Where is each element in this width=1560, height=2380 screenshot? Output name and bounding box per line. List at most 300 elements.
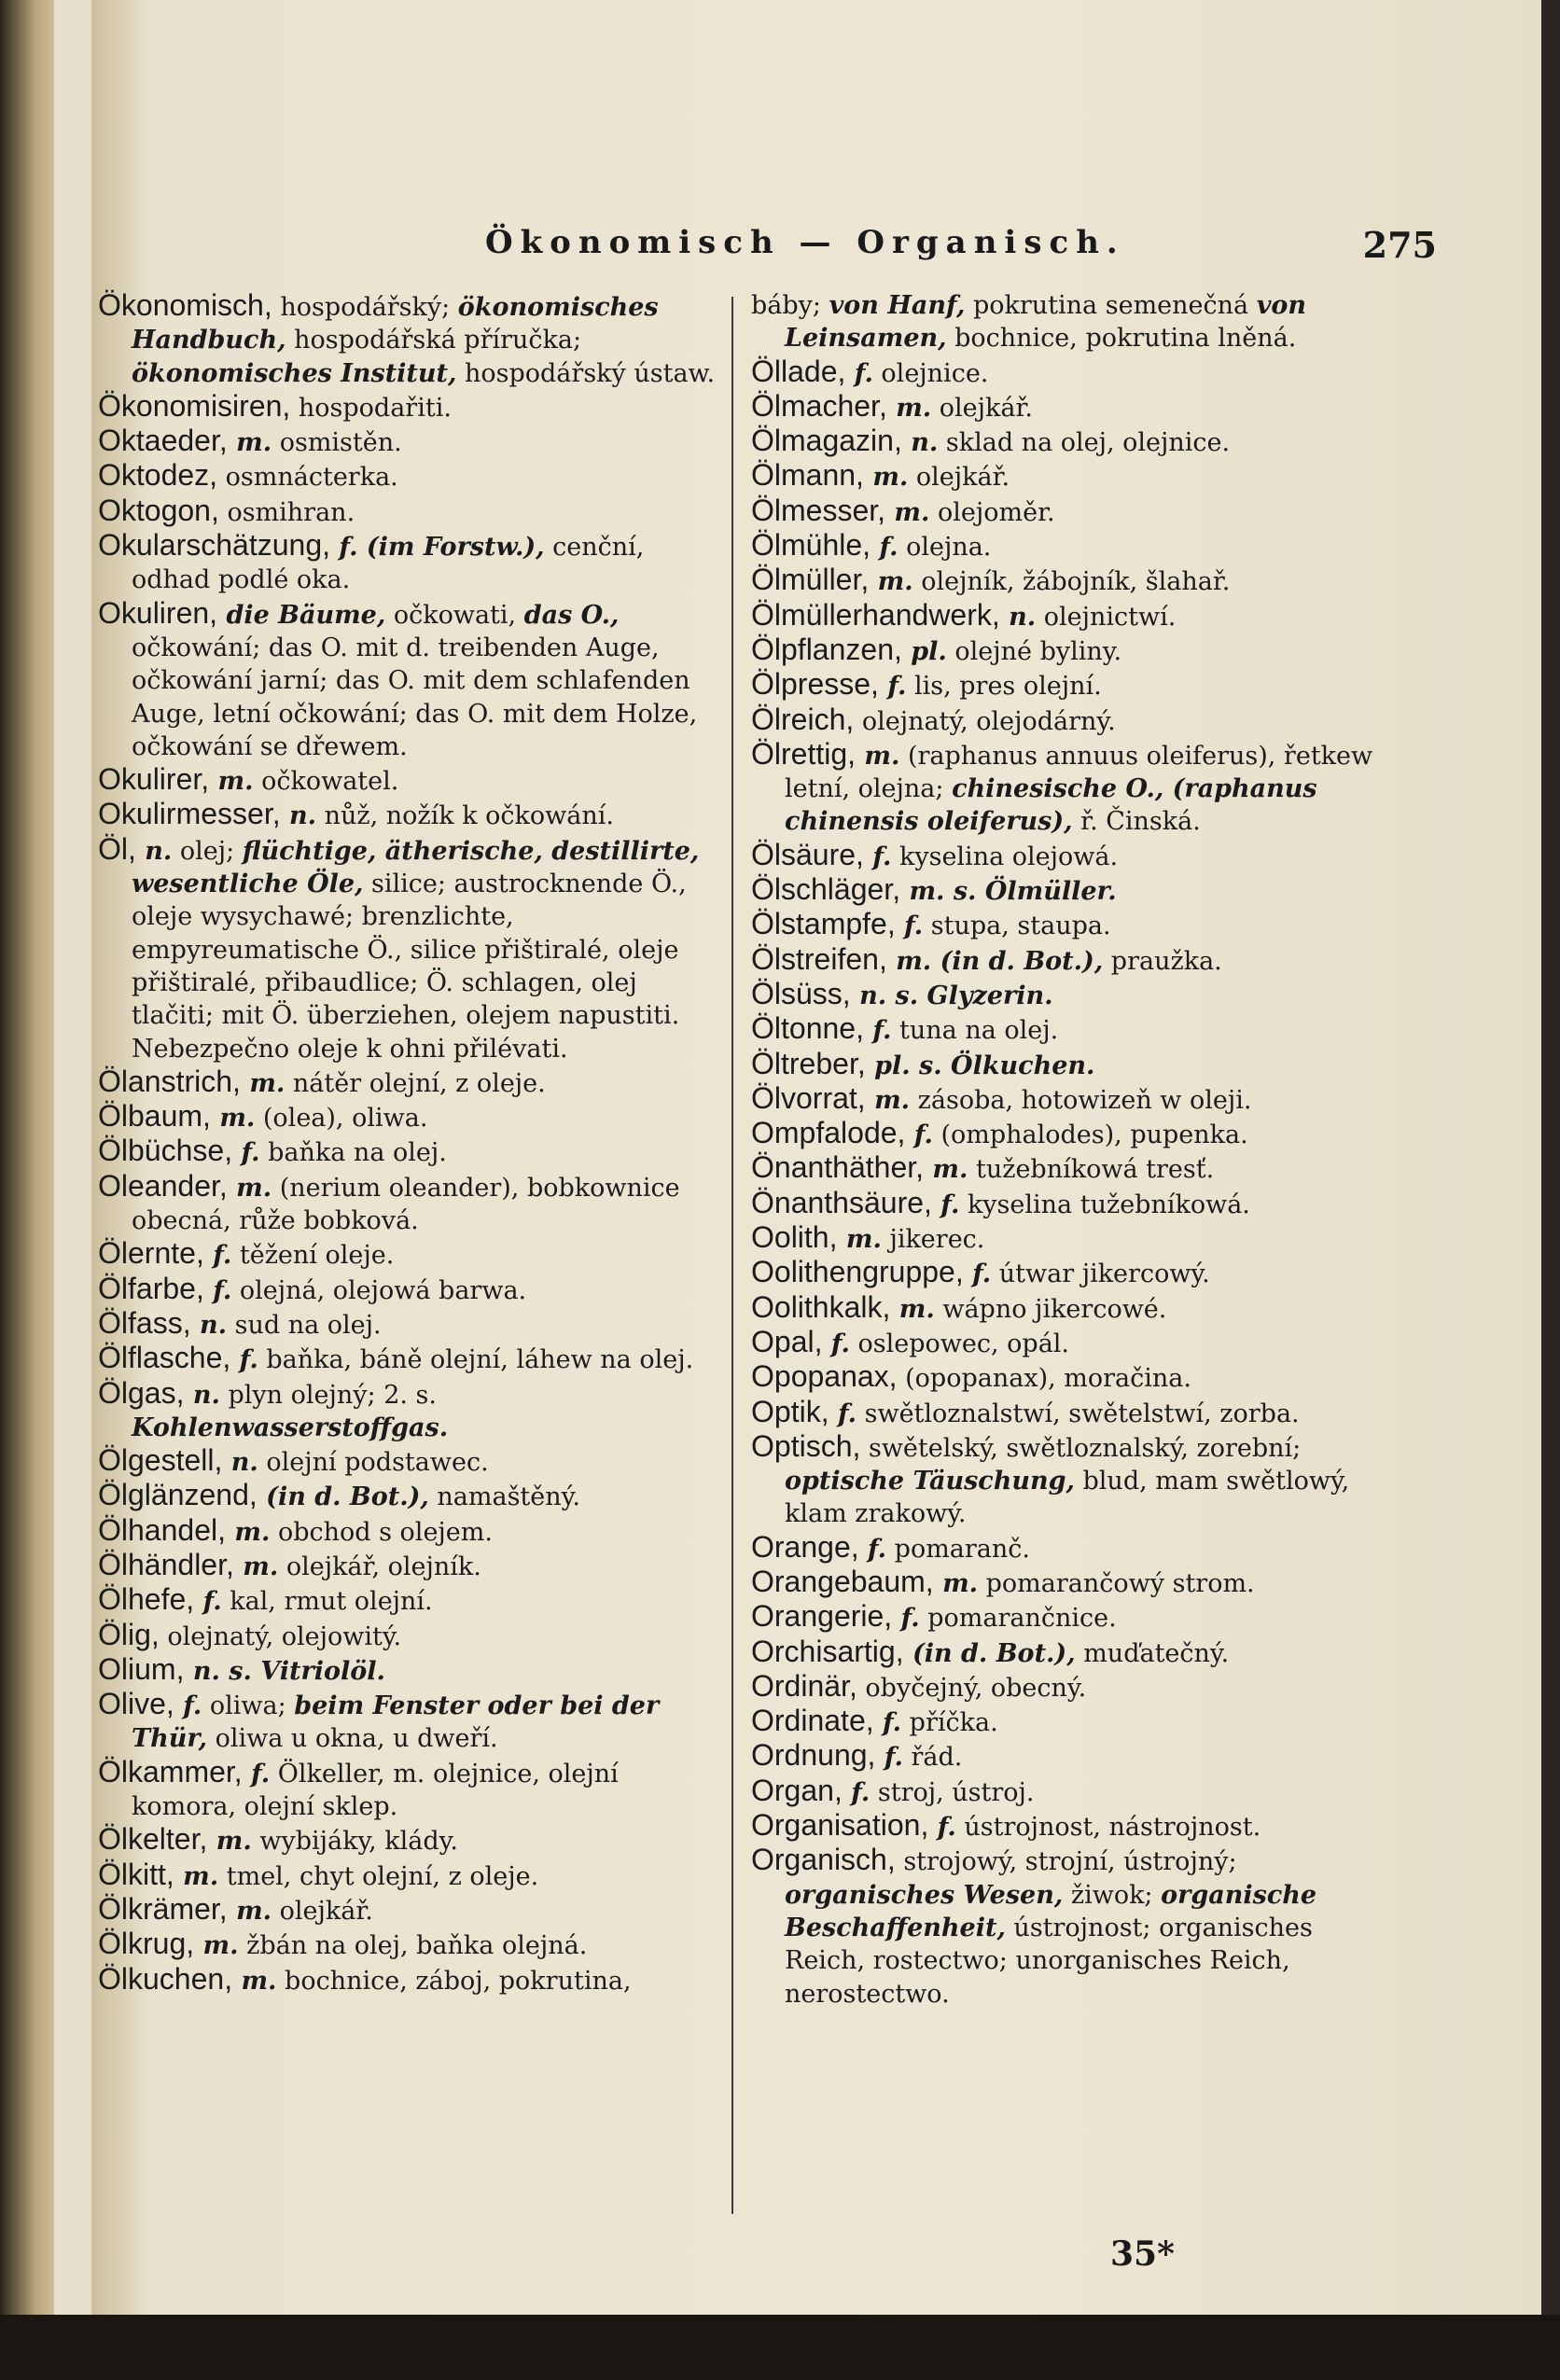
entry-grammar: von Hanf, <box>829 291 966 320</box>
entry-headword: Orangebaum, <box>751 1564 934 1598</box>
dictionary-entry <box>751 1635 1376 1670</box>
running-head: Ökonomisch — Organisch. <box>485 224 1125 261</box>
entry-text: olejná, olejowá barwa. <box>231 1275 527 1305</box>
entry-headword: Ölhändler, <box>98 1547 234 1581</box>
entry-grammar: die Bäume, <box>217 600 386 630</box>
entry-text: pomaranč. <box>886 1534 1030 1564</box>
entry-grammar: f. (im Forstw.), <box>330 533 545 563</box>
entry-headword: Ordinär, <box>751 1668 857 1703</box>
entry-headword: Ölmesser, <box>751 493 886 527</box>
entry-grammar: f. <box>931 1190 960 1219</box>
entry-text: báby; <box>751 291 829 320</box>
entry-headword: Ölkammer, <box>98 1754 243 1788</box>
dictionary-entry <box>98 1479 725 1513</box>
entry-headword: Organ, <box>751 1773 843 1807</box>
dictionary-entry <box>98 1307 725 1342</box>
entry-headword: Oktodez, <box>98 458 218 493</box>
dictionary-entry <box>98 529 725 597</box>
entry-text: očkowati, <box>385 600 524 630</box>
dictionary-entry <box>751 529 1376 564</box>
entry-text: zásoba, hotowizeň w oleji. <box>910 1085 1252 1115</box>
entry-text: muďatečný. <box>1075 1638 1230 1668</box>
entry-text: jikerec. <box>881 1225 985 1255</box>
entry-text: kal, rmut olejní. <box>221 1587 433 1617</box>
entry-headword: Ölkrämer, <box>98 1891 228 1926</box>
dictionary-entry <box>98 833 725 1065</box>
entry-headword: Ölfarbe, <box>98 1271 204 1305</box>
entry-text: žbán na olej, baňka olejná. <box>238 1931 588 1961</box>
dictionary-entry <box>751 1775 1376 1809</box>
entry-headword: Önanthäther, <box>751 1150 925 1185</box>
entry-text: (raphanus annuus oleiferus), řetkew letní, olejna; <box>785 741 1373 804</box>
entry-headword: Ölbüchse, <box>98 1134 233 1168</box>
dictionary-entry <box>98 1514 725 1549</box>
entry-text: plyn olejný; 2. s. <box>219 1380 437 1410</box>
entry-text: hospodářský; <box>272 293 458 322</box>
entry-text: sud na olej. <box>227 1310 382 1340</box>
entry-text: obyčejný, obecný. <box>857 1673 1087 1703</box>
column-divider <box>731 297 733 2214</box>
entry-text: ústrojnost, nástrojnost. <box>955 1813 1261 1843</box>
dictionary-entry <box>751 1187 1376 1221</box>
dictionary-entry <box>751 1082 1376 1117</box>
dictionary-entry <box>98 390 725 425</box>
entry-grammar: m. <box>209 767 254 797</box>
entry-text: očkowání; das O. mit d. treibenden Auge, očkowání jarní; das O. mit dem schlafenden Auge, letní očkowání; das O. mit dem Holze, očkowání se dřewem. <box>132 633 698 761</box>
entry-headword: Ölhefe, <box>98 1582 195 1617</box>
entry-text: očkowatel. <box>253 767 399 797</box>
entry-text: osmihran. <box>218 497 355 527</box>
entry-headword: Optisch, <box>751 1428 861 1463</box>
entry-headword: Optik, <box>751 1394 829 1428</box>
entry-headword: Ölgestell, <box>98 1443 223 1478</box>
entry-text: olejkář. <box>908 463 1010 493</box>
entry-text: olejnatý, olejowitý. <box>159 1621 402 1651</box>
entry-grammar: f. <box>863 1016 892 1046</box>
dictionary-entry <box>751 494 1376 529</box>
entry-headword: Ölstampfe, <box>751 907 896 941</box>
entry-grammar: Kohlenwasserstoffgas. <box>132 1413 449 1442</box>
entry-text: řád. <box>902 1743 963 1773</box>
dictionary-entry <box>98 1134 725 1169</box>
entry-headword: Ölmacher, <box>751 388 887 423</box>
dictionary-entry <box>751 1048 1376 1082</box>
entry-grammar: organisches Wesen, <box>785 1880 1064 1910</box>
dictionary-entry <box>751 1531 1376 1566</box>
entry-text: obchod s olejem. <box>270 1517 493 1547</box>
entry-text: hospodařiti. <box>290 393 452 423</box>
dictionary-entry <box>98 1549 725 1583</box>
entry-text: oliwa u okna, u dweří. <box>207 1724 498 1754</box>
entry-grammar: f. <box>232 1138 260 1168</box>
entry-headword: Ompfalode, <box>751 1116 906 1150</box>
entry-grammar: m. <box>194 1931 239 1961</box>
entry-headword: Organisation, <box>751 1808 929 1843</box>
entry-grammar: n. <box>999 602 1037 632</box>
entry-headword: Ölglänzend, <box>98 1478 258 1512</box>
entry-grammar: f. <box>842 1777 871 1807</box>
entry-text: (opopanax), moračina. <box>897 1364 1191 1394</box>
entry-grammar: m. <box>210 1104 256 1134</box>
dictionary-entry <box>751 1670 1376 1705</box>
entry-grammar: von Leinsamen, <box>785 291 1307 354</box>
page-number: 275 <box>1362 224 1437 266</box>
page-header <box>93 215 1437 271</box>
entry-grammar: organische Beschaffenheit, <box>785 1880 1317 1942</box>
entry-grammar: f. <box>194 1587 222 1617</box>
entry-text: tuna na olej. <box>891 1016 1059 1046</box>
entry-text: útwar jikercowý. <box>991 1260 1210 1289</box>
entry-grammar: m. <box>856 741 900 771</box>
entry-text: olejnictwí. <box>1036 602 1177 632</box>
dictionary-entry <box>751 1600 1376 1635</box>
entry-text: swětelský, swětloznalský, zorební; <box>860 1433 1302 1463</box>
dictionary-entry <box>751 1430 1376 1531</box>
dictionary-entry <box>751 1360 1376 1395</box>
dictionary-entry <box>751 1151 1376 1186</box>
dictionary-entry <box>98 1342 725 1376</box>
entry-headword: Ölhandel, <box>98 1512 226 1547</box>
entry-text: olejkář. <box>931 393 1034 423</box>
dictionary-entry <box>751 425 1376 459</box>
entry-headword: Ölflasche, <box>98 1341 231 1375</box>
dictionary-entry <box>751 1844 1376 2010</box>
entry-text: namaštěný. <box>428 1482 580 1512</box>
entry-text: příčka. <box>901 1708 998 1738</box>
entry-text: olejní podstawec. <box>258 1448 489 1478</box>
dictionary-entry <box>98 1858 725 1893</box>
dictionary-entry <box>751 1256 1376 1290</box>
dictionary-entry <box>751 703 1376 738</box>
entry-text: Ölkeller, m. olejnice, olejní komora, olejní sklep. <box>132 1759 619 1822</box>
entry-headword: Ölfass, <box>98 1305 191 1340</box>
entry-grammar: m. <box>890 1294 935 1324</box>
entry-text: žiwok; <box>1063 1880 1162 1910</box>
entry-headword: Organisch, <box>751 1843 896 1877</box>
entry-text: olejkář, olejník. <box>278 1552 481 1581</box>
entry-headword: Öllade, <box>751 354 846 388</box>
entry-grammar: pl. s. Ölkuchen. <box>865 1051 1095 1080</box>
left-column <box>98 289 725 1997</box>
entry-grammar: f. <box>863 842 892 871</box>
dictionary-entry <box>98 289 725 390</box>
dictionary-entry <box>98 1653 725 1688</box>
right-column <box>751 289 1376 2011</box>
dictionary-entry <box>98 763 725 798</box>
entry-grammar: m. <box>227 1896 272 1926</box>
entry-text: lis, pres olejní. <box>906 672 1102 702</box>
entry-text: osmnácterka. <box>217 463 398 493</box>
entry-grammar: beim Fenster oder bei der Thür, <box>132 1691 660 1754</box>
entry-headword: Ölernte, <box>98 1236 204 1271</box>
entry-headword: Ölpresse, <box>751 667 879 702</box>
entry-grammar: m. <box>240 1068 286 1098</box>
entry-grammar: m. <box>933 1568 979 1598</box>
entry-headword: Ölmagazin, <box>751 424 902 458</box>
entry-grammar: m. <box>225 1517 271 1547</box>
entry-grammar: optische Täuschung, <box>785 1467 1075 1496</box>
entry-grammar: n. <box>184 1380 220 1410</box>
entry-grammar: ökonomisches Handbuch, <box>132 293 659 355</box>
entry-headword: Ölkrug, <box>98 1927 195 1961</box>
entry-text: ř. Činská. <box>1072 807 1201 837</box>
entry-headword: Ölmann, <box>751 458 864 493</box>
entry-headword: Öltonne, <box>751 1011 864 1046</box>
entry-text: tmel, chyt olejní, z oleje. <box>218 1861 539 1891</box>
entry-grammar: f. <box>875 1743 903 1773</box>
entry-grammar: f. <box>873 1708 902 1738</box>
entry-text: tužebníkowá tresť. <box>968 1155 1215 1185</box>
entry-text: olejnatý, olejodárný. <box>854 706 1116 736</box>
entry-text: nátěr olejní, z oleje. <box>285 1068 546 1098</box>
entry-text: bochnice, pokrutina lněná. <box>946 324 1297 354</box>
entry-grammar: m. <box>837 1225 882 1255</box>
entry-grammar: f. <box>895 912 924 941</box>
dictionary-entry <box>751 1739 1376 1774</box>
entry-headword: Oolithengruppe, <box>751 1255 964 1289</box>
dictionary-entry <box>751 390 1376 425</box>
entry-text: pokrutina semenečná <box>965 291 1257 320</box>
entry-headword: Ölkitt, <box>98 1857 174 1891</box>
entry-headword: Ölmüller, <box>751 563 870 597</box>
dictionary-entry <box>751 564 1376 598</box>
entry-grammar: n. s. Glyzerin. <box>850 981 1053 1010</box>
entry-grammar: flüchtige, ätherische, destillirte, wesentliche Öle, <box>132 836 700 899</box>
entry-grammar: n. <box>280 801 317 831</box>
dictionary-entry <box>98 1237 725 1272</box>
entry-headword: Ökonomisiren, <box>98 388 291 423</box>
entry-headword: Oleander, <box>98 1168 228 1203</box>
entry-grammar: n. <box>190 1310 228 1340</box>
entry-grammar: m. <box>924 1155 968 1185</box>
dictionary-entry <box>98 459 725 494</box>
entry-grammar: f. <box>829 1399 857 1428</box>
entry-headword: Oktogon, <box>98 493 219 527</box>
entry-grammar: f. <box>905 1120 933 1150</box>
dictionary-entry <box>751 978 1376 1012</box>
dictionary-entry <box>98 597 725 763</box>
entry-text: swětloznalstwí, swětelstwí, zorba. <box>857 1399 1300 1428</box>
dictionary-entry <box>98 1444 725 1479</box>
dictionary-entry <box>751 1566 1376 1600</box>
entry-headword: Okulirmesser, <box>98 797 281 831</box>
dictionary-entry <box>751 1012 1376 1047</box>
entry-headword: Orangerie, <box>751 1599 893 1634</box>
entry-grammar: n. <box>135 836 173 866</box>
signature-mark: 35* <box>1110 2234 1175 2274</box>
dictionary-entry <box>98 798 725 832</box>
entry-grammar: f. <box>174 1691 202 1721</box>
entry-grammar: f. <box>928 1813 956 1843</box>
dictionary-entry <box>751 738 1376 839</box>
entry-headword: Ölpflanzen, <box>751 632 902 666</box>
page-edge-right <box>1541 0 1560 2380</box>
entry-grammar: m. <box>227 1173 272 1203</box>
dictionary-entry <box>751 599 1376 633</box>
entry-grammar: das O., <box>523 600 620 630</box>
dictionary-entry <box>98 1619 725 1653</box>
entry-text: blud, mam swětlowý, klam zrakowý. <box>785 1467 1350 1529</box>
entry-text: oslepowec, opál. <box>849 1329 1070 1358</box>
entry-grammar: m. <box>232 1966 277 1996</box>
entry-text: olej; <box>172 836 243 866</box>
entry-headword: Okularschätzung, <box>98 528 331 563</box>
dictionary-entry <box>751 943 1376 978</box>
entry-grammar: m. (in d. Bot.), <box>886 946 1104 976</box>
entry-grammar: ökonomisches Institut, <box>132 358 457 388</box>
dictionary-entry <box>751 1117 1376 1151</box>
entry-grammar: f. <box>858 1534 887 1564</box>
dictionary-entry <box>98 1963 725 1997</box>
entry-grammar: m. s. Ölmüller. <box>900 877 1117 907</box>
entry-grammar: m. <box>886 393 932 423</box>
entry-grammar: f. <box>963 1260 992 1289</box>
dictionary-entry <box>751 1326 1376 1360</box>
entry-text: olejna. <box>898 533 992 563</box>
entry-grammar: m. <box>174 1861 219 1891</box>
dictionary-entry <box>751 459 1376 494</box>
entry-headword: Okuliren, <box>98 595 218 630</box>
dictionary-entry <box>98 1273 725 1307</box>
entry-headword: Ölreich, <box>751 702 855 736</box>
entry-headword: Opal, <box>751 1324 823 1358</box>
entry-headword: Ölstreifen, <box>751 941 887 976</box>
dictionary-entry <box>751 289 1376 355</box>
entry-text: osmistěn. <box>272 428 402 458</box>
entry-grammar: n. s. Vitriolöl. <box>184 1656 385 1686</box>
dictionary-entry <box>98 1583 725 1618</box>
entry-headword: Önanthsäure, <box>751 1185 932 1219</box>
entry-text: (omphalodes), pupenka. <box>932 1120 1248 1150</box>
entry-grammar: (in d. Bot.), <box>257 1482 429 1512</box>
dictionary-entry <box>98 1756 725 1824</box>
dictionary-entry <box>751 1809 1376 1844</box>
dictionary-entry <box>751 908 1376 942</box>
entry-grammar: m. <box>863 463 909 493</box>
entry-text: nůž, nožík k očkowání. <box>316 801 614 831</box>
dictionary-entry <box>98 494 725 529</box>
entry-text: (olea), oliwa. <box>255 1104 428 1134</box>
entry-text: bochnice, záboj, pokrutina, <box>276 1966 632 1996</box>
entry-text: olejkář. <box>272 1896 373 1926</box>
entry-grammar: f. <box>203 1241 232 1271</box>
entry-headword: Ölmühle, <box>751 528 871 563</box>
entry-headword: Ölrettig, <box>751 736 857 771</box>
entry-grammar: chinesische O., (raphanus chinensis oleiferus), <box>785 774 1317 837</box>
dictionary-entry <box>751 1221 1376 1256</box>
entry-headword: Ölig, <box>98 1617 160 1651</box>
entry-text: olejník, žábojník, šlahař. <box>912 567 1231 597</box>
entry-grammar: m. <box>227 428 272 458</box>
entry-text: hospodářská příručka; <box>286 326 582 355</box>
entry-headword: Ölsüss, <box>751 976 851 1010</box>
dictionary-entry <box>98 1170 725 1238</box>
entry-headword: Öltreber, <box>751 1046 866 1080</box>
entry-grammar: f. <box>203 1275 232 1305</box>
entry-grammar: m. <box>865 1085 911 1115</box>
dictionary-entry <box>98 1893 725 1928</box>
entry-headword: Ökonomisch, <box>98 288 272 322</box>
entry-grammar: f. <box>230 1345 258 1375</box>
entry-grammar: m. <box>207 1827 252 1857</box>
entry-headword: Orange, <box>751 1529 859 1564</box>
dictionary-entry <box>751 668 1376 703</box>
dictionary-entry <box>98 1823 725 1858</box>
entry-headword: Oolithkalk, <box>751 1289 891 1324</box>
entry-text: pomarančnice. <box>919 1604 1117 1634</box>
entry-headword: Ölgas, <box>98 1375 185 1410</box>
entry-headword: Öl, <box>98 831 136 866</box>
entry-headword: Orchisartig, <box>751 1634 904 1668</box>
entry-grammar: n. <box>901 428 939 458</box>
dictionary-entry <box>98 1377 725 1445</box>
entry-headword: Ölmüllerhandwerk, <box>751 597 1000 632</box>
entry-headword: Ölvorrat, <box>751 1080 866 1115</box>
entry-grammar: m. <box>885 497 930 527</box>
entry-text: praužka. <box>1103 946 1222 976</box>
entry-headword: Ordnung, <box>751 1738 876 1773</box>
entry-text: olejoměr. <box>929 497 1055 527</box>
entry-text: sklad na olej, olejnice. <box>938 428 1231 458</box>
entry-text: stroj, ústroj. <box>870 1777 1035 1807</box>
entry-text: kyselina olejowá. <box>891 842 1119 871</box>
dictionary-entry <box>751 873 1376 908</box>
entry-text: hospodářský ústaw. <box>456 358 716 388</box>
entry-text: wybijáky, klády. <box>251 1827 458 1857</box>
dictionary-entry <box>98 1688 725 1756</box>
dictionary-entry <box>751 355 1376 390</box>
entry-grammar: n. <box>222 1448 258 1478</box>
entry-grammar: (in d. Bot.), <box>903 1638 1076 1668</box>
dictionary-entry <box>751 1705 1376 1739</box>
entry-headword: Ölschläger, <box>751 872 901 907</box>
entry-text: pomarančowý strom. <box>978 1568 1255 1598</box>
dictionary-entry <box>98 1928 725 1962</box>
entry-headword: Ölanstrich, <box>98 1064 241 1098</box>
dictionary-entry <box>98 425 725 459</box>
entry-text: wápno jikercowé. <box>934 1294 1167 1324</box>
entry-headword: Ölbaum, <box>98 1099 211 1134</box>
dictionary-entry <box>751 1396 1376 1430</box>
entry-grammar: f. <box>892 1604 920 1634</box>
entry-text: olejné byliny. <box>946 636 1122 666</box>
entry-text: těžení oleje. <box>231 1241 395 1271</box>
entry-text: oliwa; <box>202 1691 295 1721</box>
entry-headword: Okulirer, <box>98 762 210 797</box>
entry-headword: Oolith, <box>751 1220 838 1255</box>
entry-grammar: f. <box>845 358 873 388</box>
entry-headword: Ölkelter, <box>98 1822 208 1857</box>
dictionary-entry <box>751 1291 1376 1326</box>
entry-text: strojowý, strojní, ústrojný; <box>895 1847 1237 1877</box>
entry-grammar: f. <box>878 672 907 702</box>
entry-headword: Olium, <box>98 1651 185 1686</box>
entry-text: ústrojnost; organisches Reich, rostectwo; unorganisches Reich, nerostectwo. <box>785 1913 1313 2009</box>
entry-text: baňka, báně olejní, láhew na olej. <box>258 1345 694 1375</box>
entry-grammar: f. <box>871 533 898 563</box>
entry-text: silice; austrocknende Ö., oleje wysychawé; brenzlichte, empyreumatische Ö., silice přištiralé, oleje přištiralé, přibaudlice; Ö. schlagen, olej tlačiti; mit Ö. überziehen, olejem napustiti. Nebezpečno oleje k ohni přilévati. <box>132 870 687 1064</box>
entry-headword: Ölsäure, <box>751 837 864 871</box>
page-edge-bottom <box>0 2315 1560 2380</box>
entry-text: cenční, odhad podlé oka. <box>132 533 645 595</box>
entry-text: olejnice. <box>872 358 989 388</box>
entry-headword: Oktaeder, <box>98 424 228 458</box>
dictionary-entry <box>98 1100 725 1134</box>
entry-grammar: f. <box>242 1759 271 1788</box>
entry-text: (nerium oleander), bobkownice obecná, růže bobková. <box>132 1173 680 1236</box>
entry-grammar: f. <box>822 1329 850 1358</box>
entry-text: stupa, staupa. <box>923 912 1111 941</box>
